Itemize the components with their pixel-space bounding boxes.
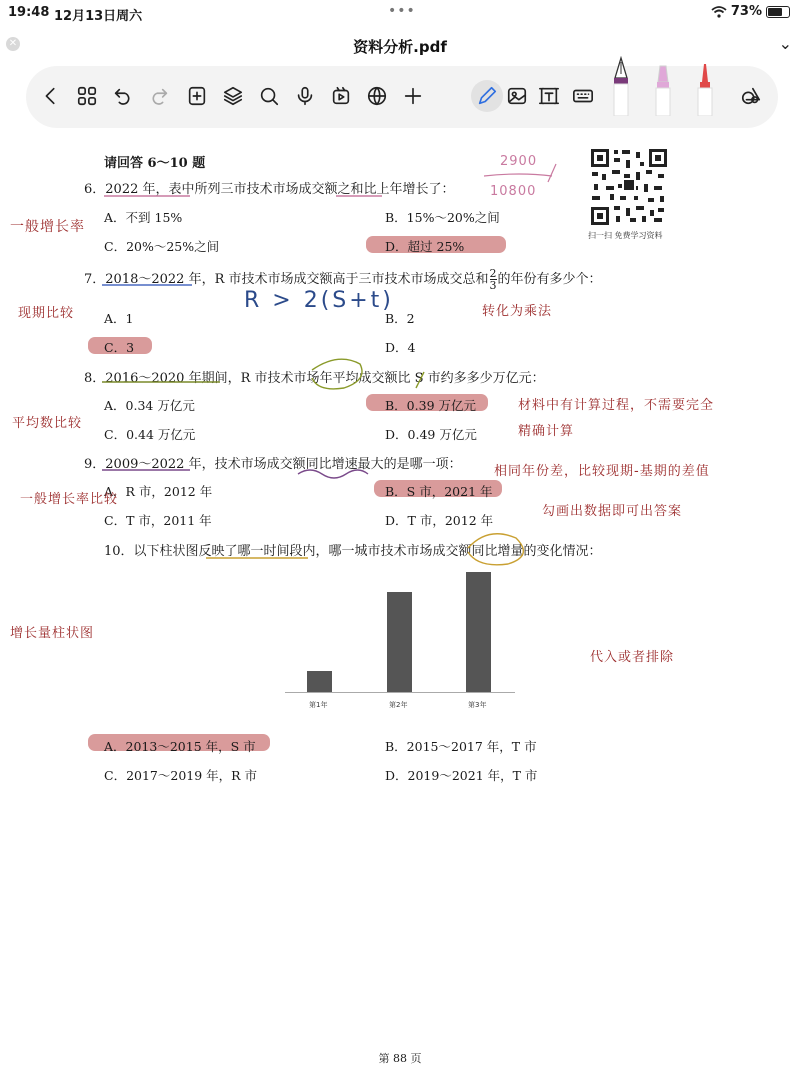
q9-option-c: C．T 市，2011 年: [104, 513, 212, 528]
qr-code: [590, 148, 668, 226]
highlighter-tool[interactable]: [690, 60, 720, 116]
shapes-icon[interactable]: [738, 83, 764, 109]
fountain-pen-tool[interactable]: [606, 56, 636, 116]
image-icon[interactable]: [504, 83, 530, 109]
plus-icon[interactable]: [400, 83, 426, 109]
section-heading: 请回答 6～10 题: [104, 156, 206, 171]
battery-percent: 73%: [730, 4, 762, 19]
q8-option-a: A．0.34 万亿元: [104, 398, 195, 413]
question-9: 9．2009～2022 年，技术市场成交额同比增速最大的是哪一项：: [84, 457, 462, 472]
note-avg-compare: 平均数比较: [12, 416, 83, 431]
question-8: 8．2016～2020 年期间，R 市技术市场年平均成交额比 S 市约多多少万亿元：: [84, 371, 545, 386]
q7-option-d: D．4: [385, 340, 416, 355]
q6-option-b: B．15%～20%之间: [385, 210, 500, 225]
note-calc-denominator: 10800: [490, 184, 537, 199]
qr-caption: 扫一扫 免费学习资料: [588, 231, 663, 240]
mic-icon[interactable]: [292, 83, 318, 109]
page-number: 第 88 页: [378, 1052, 422, 1065]
note-rate-compare: 一般增长率比较: [20, 492, 119, 507]
chevron-down-icon[interactable]: ⌄: [778, 34, 792, 53]
note-current-compare: 现期比较: [18, 306, 75, 321]
q7-option-c: C．3: [104, 340, 135, 355]
scan-icon[interactable]: [536, 83, 562, 109]
q6-option-c: C．20%～25%之间: [104, 239, 220, 254]
layers-icon[interactable]: [220, 83, 246, 109]
note-calc-numerator: 2900: [500, 154, 538, 169]
back-icon[interactable]: [38, 83, 64, 109]
grid-icon[interactable]: [74, 83, 100, 109]
fraction-numerator: 2: [489, 267, 497, 280]
undo-icon[interactable]: [110, 83, 136, 109]
keyboard-icon[interactable]: [570, 83, 596, 109]
add-page-icon[interactable]: [184, 83, 210, 109]
note-multiply: 转化为乘法: [482, 304, 553, 319]
chart-bar: [387, 592, 412, 692]
q9-option-b: B．S 市，2021 年: [385, 484, 493, 499]
note-material-1: 材料中有计算过程，不需要完全: [518, 398, 715, 413]
question-10: 10．以下柱状图反映了哪一时间段内，哪一城市技术市场成交额同比增量的变化情况：: [104, 544, 602, 559]
note-diff: 相同年份差，比较现期-基期的差值: [494, 464, 710, 479]
q8-option-c: C．0.44 万亿元: [104, 427, 196, 442]
chart-category-label: 第2年: [389, 701, 408, 709]
q7-option-b: B．2: [385, 311, 415, 326]
fraction-denominator: 3: [489, 279, 497, 292]
q6-option-a: A．不到 15%: [104, 210, 183, 225]
q7-option-a: A．1: [104, 311, 134, 326]
redo-icon[interactable]: [146, 83, 172, 109]
media-icon[interactable]: [328, 83, 354, 109]
q8-option-d: D．0.49 万亿元: [385, 427, 477, 442]
note-material-2: 精确计算: [518, 424, 575, 439]
q10-option-a: A．2013～2015 年，S 市: [104, 739, 256, 754]
note-rate: 一般增长率: [10, 219, 85, 235]
note-substitute: 代入或者排除: [590, 650, 675, 665]
close-icon[interactable]: ✕: [6, 37, 20, 51]
chart-bar: [466, 572, 491, 692]
status-time: 19:48: [8, 5, 50, 20]
question-7-text: 7．2018～2022 年，R 市技术市场成交额高于三市技术市场成交总和: [84, 272, 489, 287]
annotation-toolbar: [26, 66, 778, 128]
chart-category-label: 第1年: [309, 701, 328, 709]
note-formula: R > 2(S+t): [244, 288, 394, 313]
document-title: 资料分析.pdf: [353, 38, 447, 56]
q10-option-d: D．2019～2021 年，T 市: [385, 768, 538, 783]
question-7-tail: 的年份有多少个：: [497, 272, 602, 287]
marker-tool[interactable]: [648, 60, 678, 116]
question-6: 6．2022 年，表中所列三市技术市场成交额之和比上年增长了：: [84, 182, 455, 197]
chart-x-axis: [285, 692, 515, 693]
fraction: [490, 268, 497, 291]
q9-option-a: A．R 市，2012 年: [104, 484, 213, 499]
globe-icon[interactable]: [364, 83, 390, 109]
q8-option-b: B．0.39 万亿元: [385, 398, 476, 413]
note-bar: 增长量柱状图: [10, 626, 95, 641]
pen-icon[interactable]: [474, 83, 500, 109]
q9-option-d: D．T 市，2012 年: [385, 513, 494, 528]
chart-category-label: 第3年: [468, 701, 487, 709]
status-date: 12月13日周六: [54, 9, 143, 24]
multitask-dots-icon[interactable]: •••: [388, 3, 416, 19]
search-icon[interactable]: [256, 83, 282, 109]
q6-option-d: D．超过 25%: [385, 239, 465, 254]
note-draw: 勾画出数据即可出答案: [542, 504, 683, 519]
q10-option-c: C．2017～2019 年，R 市: [104, 768, 258, 783]
q10-option-b: B．2015～2017 年，T 市: [385, 739, 537, 754]
chart-bar: [307, 671, 332, 692]
